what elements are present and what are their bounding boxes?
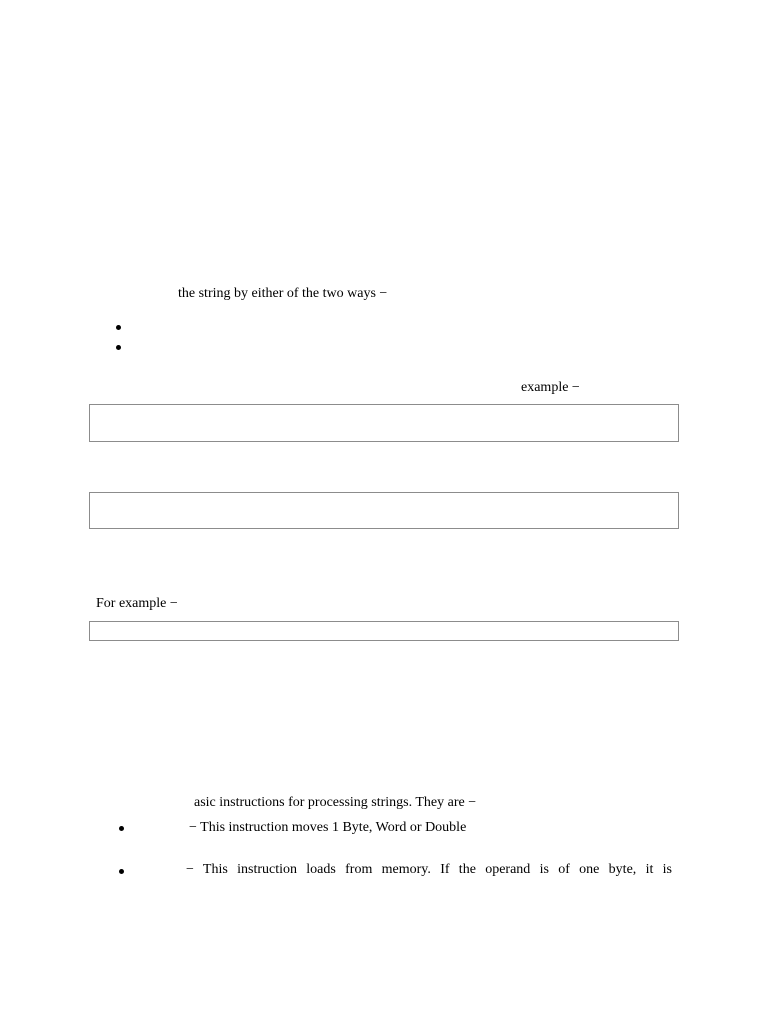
instructions-intro-fragment: asic instructions for processing strings. They are −: [194, 795, 477, 810]
list-bullet: [116, 325, 121, 330]
code-block-2: [89, 492, 679, 529]
instruction-item-movs: − This instruction moves 1 Byte, Word or Double: [189, 820, 467, 835]
list-bullet: [116, 345, 121, 350]
list-bullet: [119, 869, 124, 874]
list-bullet: [119, 826, 124, 831]
for-example-label: For example −: [96, 596, 178, 611]
code-block-3: [89, 621, 679, 641]
intro-fragment: the string by either of the two ways −: [178, 286, 388, 301]
example-fragment: example −: [521, 380, 580, 395]
code-block-1: [89, 404, 679, 442]
instruction-item-lods: − This instruction loads from memory. If the operand is of one byte, it is: [186, 862, 672, 877]
